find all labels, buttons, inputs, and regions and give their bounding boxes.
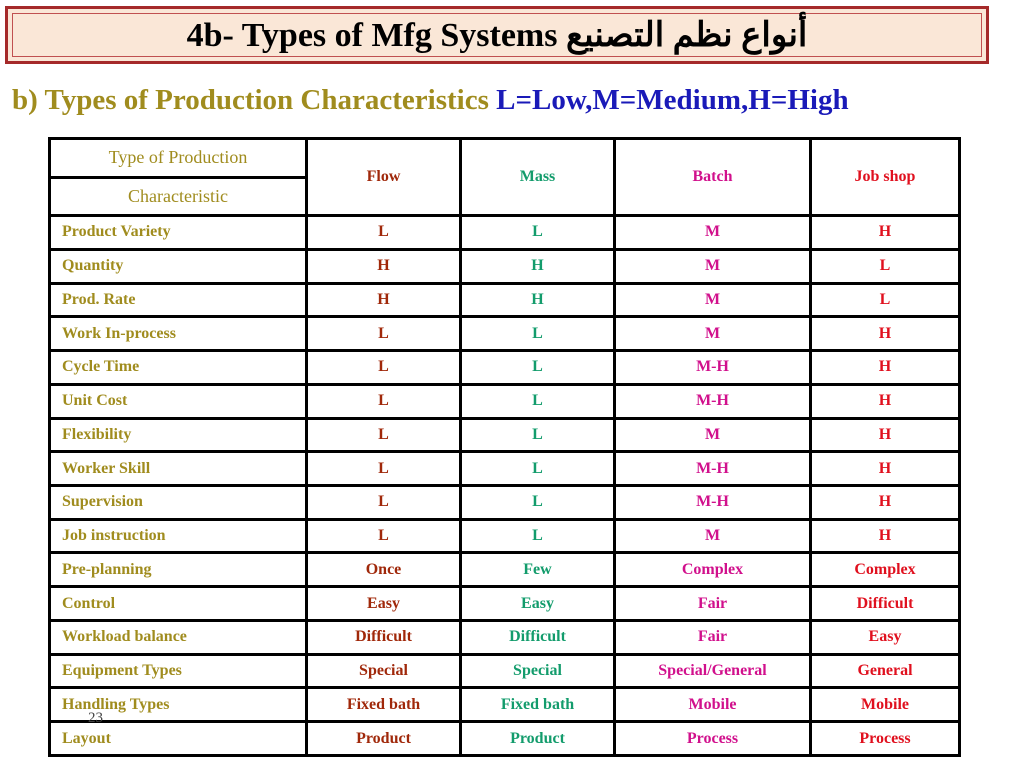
cell-flow: L — [307, 486, 461, 520]
cell-mass: Easy — [461, 587, 615, 621]
slide-title: 4b- Types of Mfg Systems أنواع نظم التصنيع — [186, 17, 808, 54]
row-label: Work In-process — [50, 317, 307, 351]
cell-job-shop: Mobile — [811, 688, 960, 722]
cell-flow: L — [307, 418, 461, 452]
cell-batch: M — [615, 317, 811, 351]
cell-batch: M — [615, 216, 811, 250]
cell-job-shop: L — [811, 283, 960, 317]
row-label: Control — [50, 587, 307, 621]
subtitle-legend: L=Low,M=Medium,H=High — [496, 84, 849, 116]
cell-job-shop: H — [811, 418, 960, 452]
cell-mass: L — [461, 418, 615, 452]
table-row — [50, 553, 960, 587]
cell-flow: Difficult — [307, 620, 461, 654]
cell-flow: H — [307, 283, 461, 317]
table-row — [50, 384, 960, 418]
row-label: Product Variety — [50, 216, 307, 250]
table-row — [50, 317, 960, 351]
cell-batch: Special/General — [615, 654, 811, 688]
table-row — [50, 283, 960, 317]
cell-job-shop: H — [811, 317, 960, 351]
slide-number: 23 — [88, 710, 103, 726]
row-label: Cycle Time — [50, 351, 307, 385]
cell-batch: M — [615, 249, 811, 283]
cell-mass: L — [461, 519, 615, 553]
cell-flow: Easy — [307, 587, 461, 621]
cell-flow: L — [307, 351, 461, 385]
cell-flow: L — [307, 216, 461, 250]
cell-mass: L — [461, 486, 615, 520]
cell-mass: H — [461, 283, 615, 317]
table-row — [50, 452, 960, 486]
cell-job-shop: H — [811, 216, 960, 250]
column-header-flow: Flow — [307, 139, 461, 216]
table-body — [50, 139, 960, 756]
table-row — [50, 486, 960, 520]
cell-job-shop: H — [811, 452, 960, 486]
cell-flow: L — [307, 519, 461, 553]
cell-batch: M — [615, 418, 811, 452]
row-label: Prod. Rate — [50, 283, 307, 317]
cell-mass: Product — [461, 722, 615, 756]
row-label: Unit Cost — [50, 384, 307, 418]
cell-flow: Special — [307, 654, 461, 688]
cell-mass: L — [461, 351, 615, 385]
table-row — [50, 722, 960, 756]
cell-job-shop: H — [811, 384, 960, 418]
cell-mass: L — [461, 216, 615, 250]
cell-flow: Fixed bath — [307, 688, 461, 722]
row-label: Quantity — [50, 249, 307, 283]
row-label: Pre-planning — [50, 553, 307, 587]
cell-batch: M — [615, 283, 811, 317]
row-label: Job instruction — [50, 519, 307, 553]
cell-job-shop: Easy — [811, 620, 960, 654]
row-label: Supervision — [50, 486, 307, 520]
table-row — [50, 688, 960, 722]
row-label: Worker Skill — [50, 452, 307, 486]
column-header-job-shop: Job shop — [811, 139, 960, 216]
cell-job-shop: H — [811, 351, 960, 385]
cell-mass: L — [461, 317, 615, 351]
cell-batch: Fair — [615, 587, 811, 621]
corner-header-bottom: Characteristic — [50, 177, 307, 216]
cell-mass: L — [461, 452, 615, 486]
cell-batch: M-H — [615, 384, 811, 418]
slide-title-box — [5, 6, 989, 64]
table-row — [50, 587, 960, 621]
subtitle-main: b) Types of Production Characteristics — [12, 84, 497, 116]
cell-flow: L — [307, 452, 461, 486]
table-row — [50, 351, 960, 385]
column-header-batch: Batch — [615, 139, 811, 216]
cell-job-shop: H — [811, 486, 960, 520]
slide-subtitle — [12, 84, 849, 117]
cell-flow: Once — [307, 553, 461, 587]
cell-batch: M — [615, 519, 811, 553]
row-label: Layout — [50, 722, 307, 756]
table-row — [50, 519, 960, 553]
cell-batch: Fair — [615, 620, 811, 654]
cell-job-shop: Complex — [811, 553, 960, 587]
row-label: Workload balance — [50, 620, 307, 654]
cell-job-shop: General — [811, 654, 960, 688]
cell-mass: Difficult — [461, 620, 615, 654]
cell-flow: L — [307, 384, 461, 418]
cell-flow: H — [307, 249, 461, 283]
table-row — [50, 418, 960, 452]
table-row — [50, 216, 960, 250]
cell-batch: M-H — [615, 351, 811, 385]
cell-mass: H — [461, 249, 615, 283]
production-characteristics-table — [48, 137, 961, 757]
row-label: Handling Types — [50, 688, 307, 722]
cell-batch: Process — [615, 722, 811, 756]
table-row — [50, 249, 960, 283]
row-label: Flexibility — [50, 418, 307, 452]
cell-job-shop: L — [811, 249, 960, 283]
cell-job-shop: Process — [811, 722, 960, 756]
cell-batch: M-H — [615, 452, 811, 486]
cell-job-shop: H — [811, 519, 960, 553]
table-row — [50, 620, 960, 654]
cell-job-shop: Difficult — [811, 587, 960, 621]
cell-mass: Fixed bath — [461, 688, 615, 722]
cell-batch: Complex — [615, 553, 811, 587]
cell-mass: L — [461, 384, 615, 418]
cell-mass: Few — [461, 553, 615, 587]
cell-mass: Special — [461, 654, 615, 688]
cell-batch: Mobile — [615, 688, 811, 722]
header-row-top — [50, 139, 960, 178]
cell-batch: M-H — [615, 486, 811, 520]
row-label: Equipment Types — [50, 654, 307, 688]
corner-header-top: Type of Production — [50, 139, 307, 178]
cell-flow: L — [307, 317, 461, 351]
column-header-mass: Mass — [461, 139, 615, 216]
table-row — [50, 654, 960, 688]
cell-flow: Product — [307, 722, 461, 756]
